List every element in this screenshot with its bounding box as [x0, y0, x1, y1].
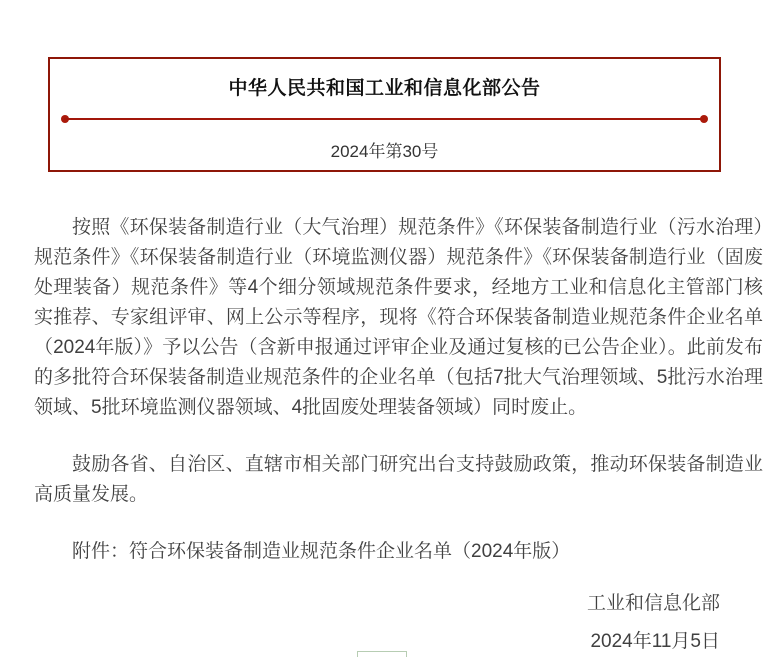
notice-issue-number: 2024年第30号 — [330, 142, 439, 161]
divider-line — [64, 118, 705, 120]
notice-title: 中华人民共和国工业和信息化部公告 — [228, 78, 541, 99]
signature-date: 2024年11月5日 — [590, 631, 720, 652]
notice-body — [34, 213, 763, 510]
title-divider — [61, 115, 708, 123]
attachment-link[interactable]: 符合环保装备制造业规范条件企业名单（2024年版） — [129, 541, 571, 562]
divider-dot-right-icon — [700, 115, 708, 123]
signature-issuer: 工业和信息化部 — [586, 593, 720, 614]
notice-header-box — [48, 57, 721, 172]
attachment-prefix-label: 附件： — [72, 541, 130, 562]
attachment-line — [34, 537, 763, 567]
signature-block — [0, 589, 775, 657]
partial-cutoff-element — [357, 651, 407, 657]
body-paragraph-2: 鼓励各省、自治区、直辖市相关部门研究出台支持鼓励政策，推动环保装备制造业高质量发展。 — [34, 454, 763, 505]
body-paragraph-1: 按照《环保装备制造行业（大气治理）规范条件》《环保装备制造行业（污水治理）规范条件》《环保装备制造行业（环境监测仪器）规范条件》《环保装备制造行业（固废处理装备）规范条件》等4个细分领域规范条件要求，经地方工业和信息化主管部门核实推荐、专家组评审、网上公示等程序，现将《符合环保装备制造业规范条件企业名单（2024年版）》予以公告（含新申报通过评审企业及通过复核的已公告企业）。此前发布的多批符合环保装备制造业规范条件的企业名单（包括7批大气治理领域、5批污水治理领域、5批环境监测仪器领域、4批固废处理装备领域）同时废止。 — [34, 217, 763, 418]
